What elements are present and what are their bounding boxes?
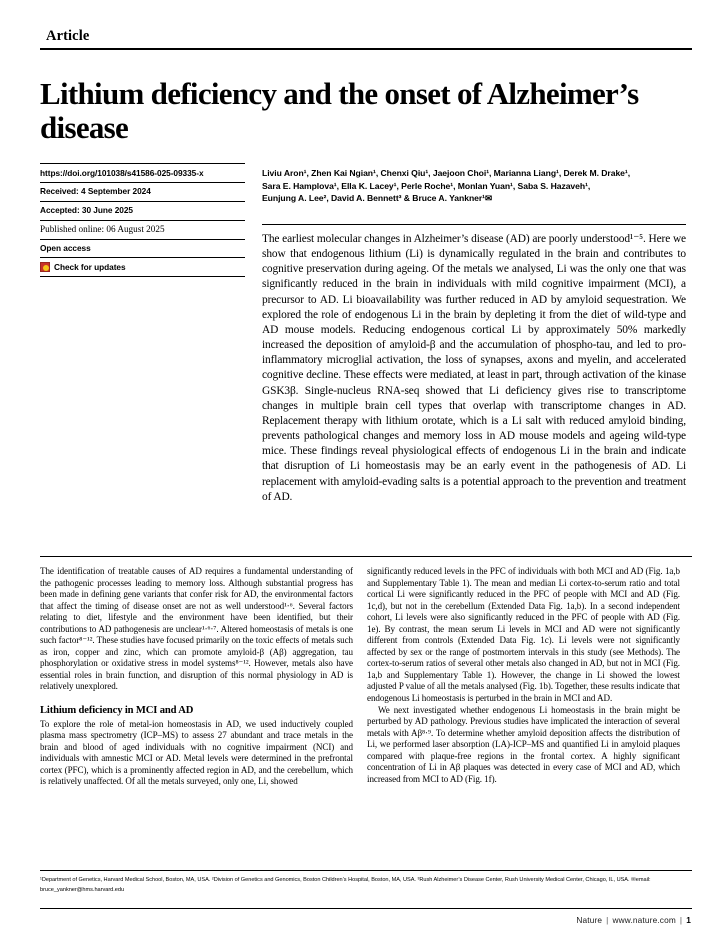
masthead	[40, 28, 692, 50]
affiliation-line-1: ¹Department of Genetics, Harvard Medical School, Boston, MA, USA. ²Division of Genetics and Genomics, Boston Children’s Hospital, Boston, MA, USA. ³Rush Alzheimer’s Disease Center,	[40, 877, 504, 883]
published-date-row: Published online: 06 August 2025	[40, 220, 245, 239]
check-for-updates-label: Check for updates	[54, 261, 126, 272]
body-paragraph: To explore the role of metal-ion homeostasis in AD, we used inductively coupled plasma mass spectrometry (ICP–MS) to assess 27 abundant and trace metals in the brain and blood of aged individuals with no cognitive impairment (NCI) and individuals with amnestic MCI or AD. Metal levels were determined in the prefrontal cortex (PFC), which is a prominently affected region in AD, and the cerebellum, which is relatively unaffected. Of all the metals surveyed, only one, Li, showed	[40, 718, 353, 787]
author-line-2: Sara E. Hamplova¹, Ella K. Lacey¹, Perle Roche¹, Monlan Yuan¹, Saba S. Hazaveh¹,	[262, 180, 591, 191]
journal-name: Nature	[576, 915, 603, 925]
affiliations	[40, 876, 692, 895]
body-paragraph: We next investigated whether endogenous Li homeostasis in the brain might be perturbed by AD pathology. Previous studies have implicated the interaction of several metals with Aβ⁸‧⁹. To determine whether amyloid deposition affects the distribution of Li, we performed laser absorption (LA)-ICP–MS and quantified Li in amyloid plaques compared with plaque-free regions in the frontal cortex. A highly significant concentration of Li in Aβ plaques was detected in every case of MCI and AD, which increased from MCI to AD (Fig. 1f).	[367, 704, 680, 784]
page-title: Lithium deficiency and the onset of Alzheimer’s disease	[40, 75, 639, 145]
footer-separator: |	[679, 915, 683, 925]
open-access-row: Open access	[40, 239, 245, 258]
author-list	[262, 167, 682, 205]
section-heading: Lithium deficiency in MCI and AD	[40, 705, 194, 717]
check-for-updates-row[interactable]	[40, 257, 245, 277]
author-line-3: Eunjung A. Lee², David A. Bennett³ & Bruce A. Yankner¹✉	[262, 193, 493, 204]
journal-website[interactable]: www.nature.com	[612, 915, 676, 925]
body-paragraph: significantly reduced levels in the PFC of individuals with both MCI and AD (Fig. 1a,b and Supplementary Table 1). The mean and median Li cortex-to-serum ratio and total cortical Li were significantly reduced in the PFC of people with MCI and AD (Fig. 1c,d), but not in the cerebellum (Extended Data Fig. 1a,b). In a second independent cohort, Li levels were also significantly reduced in the PFC of people with AD (Fig. 1e). By contrast, the mean serum Li levels in MCI and AD were not significantly different from controls (Extended Data Fig. 1c). Li levels were not significantly affected by sex or the range of postmortem intervals in this study (see Methods). The cortex-to-serum ratios of several other metals also changed in AD, but not in MCI (Fig. 1a,b and Supplementary Table 1). However, the change in Li showed the lowest adjusted P value of all the metals analysed (Fig. 1b). Together, these results indicate that endogenous Li homeostasis is perturbed in the brain in MCI and AD.	[367, 566, 680, 704]
received-date-row: Received: 4 September 2024	[40, 182, 245, 201]
body-paragraph: The identification of treatable causes of AD requires a fundamental understanding of the pathogenic processes leading to memory loss. Although substantial progress has been made in defining gene variants that confer risk for AD, the environmental factors that affect the timing of disease onset are not as well understood¹‧⁶. Several factors relating to diet, lifestyle and the environment have been identified, but their contributions to AD pathogenesis are unclear¹‧⁶‧⁷. Altered homeostasis of metals is one such factor⁸⁻¹². These studies have focused primarily on the toxic effects of metals such as iron, copper and zinc, which can promote amyloid-β (Aβ) aggregation, tau phosphorylation or oxidative stress in model systems⁸⁻¹². However, metals also have essential roles in brain function, and disruption of this normal physiology in AD is relatively unexplored.	[40, 566, 353, 692]
crossmark-icon	[40, 262, 50, 272]
affiliation-line-2[interactable]: Rush University Medical Center, Chicago, IL, USA. ✉email: bruce_yankner@hms.harvard.edu	[40, 877, 651, 893]
body-divider	[40, 556, 692, 557]
abstract-divider	[262, 224, 686, 225]
doi-row[interactable]: https://doi.org/101038/s41586-025-09335-x	[40, 163, 245, 182]
body-column-left	[40, 566, 353, 788]
article-type-label: Article	[46, 28, 90, 44]
footer-divider	[40, 908, 692, 909]
body-column-right	[367, 566, 680, 785]
footer-separator: |	[606, 915, 609, 925]
page-number: 1	[686, 915, 691, 925]
accepted-date-row: Accepted: 30 June 2025	[40, 201, 245, 220]
affiliations-divider	[40, 870, 692, 871]
abstract-text: The earliest molecular changes in Alzheimer’s disease (AD) are poorly understood¹⁻⁵. Here we show that endogenous lithium (Li) is dynamically regulated in the brain and contributes to cognitive preservation during ageing. Of the metals we analysed, Li was the only one that was significantly reduced in the brain in individuals with mild cognitive impairment (MCI), a precursor to AD. Li bioavailability was further reduced in AD by amyloid sequestration. We explored the role of endogenous Li in the brain by depleting it from the diet of wild-type and AD mouse models. Reducing endogenous cortical Li by approximately 50% markedly increased the deposition of amyloid-β and the accumulation of phospho-tau, and led to pro-inflammatory microglial activation, the loss of synapses, axons and myelin, and accelerated cognitive decline. These effects were mediated, at least in part, through activation of the kinase GSK3β. Single-nucleus RNA-seq showed that Li deficiency gives rise to transcriptome changes in multiple brain cell types that overlap with transcriptome changes in AD. Replacement therapy with lithium orotate, which is a Li salt with reduced amyloid binding, prevents pathological changes and memory loss in AD mouse models and ageing wild-type mice. These findings reveal physiological effects of endogenous Li in the brain and indicate that disruption of Li homeostasis may be an early event in the pathogenesis of AD. Li replacement with amyloid-evading salts is a potential approach to the prevention and treatment of AD.	[262, 233, 686, 503]
page-footer	[576, 915, 691, 925]
article-metadata	[40, 163, 245, 277]
masthead-divider	[40, 48, 692, 50]
author-line-1: Liviu Aron¹, Zhen Kai Ngian¹, Chenxi Qiu¹, Jaejoon Choi¹, Marianna Liang¹, Derek M. Drake¹,	[262, 168, 631, 178]
